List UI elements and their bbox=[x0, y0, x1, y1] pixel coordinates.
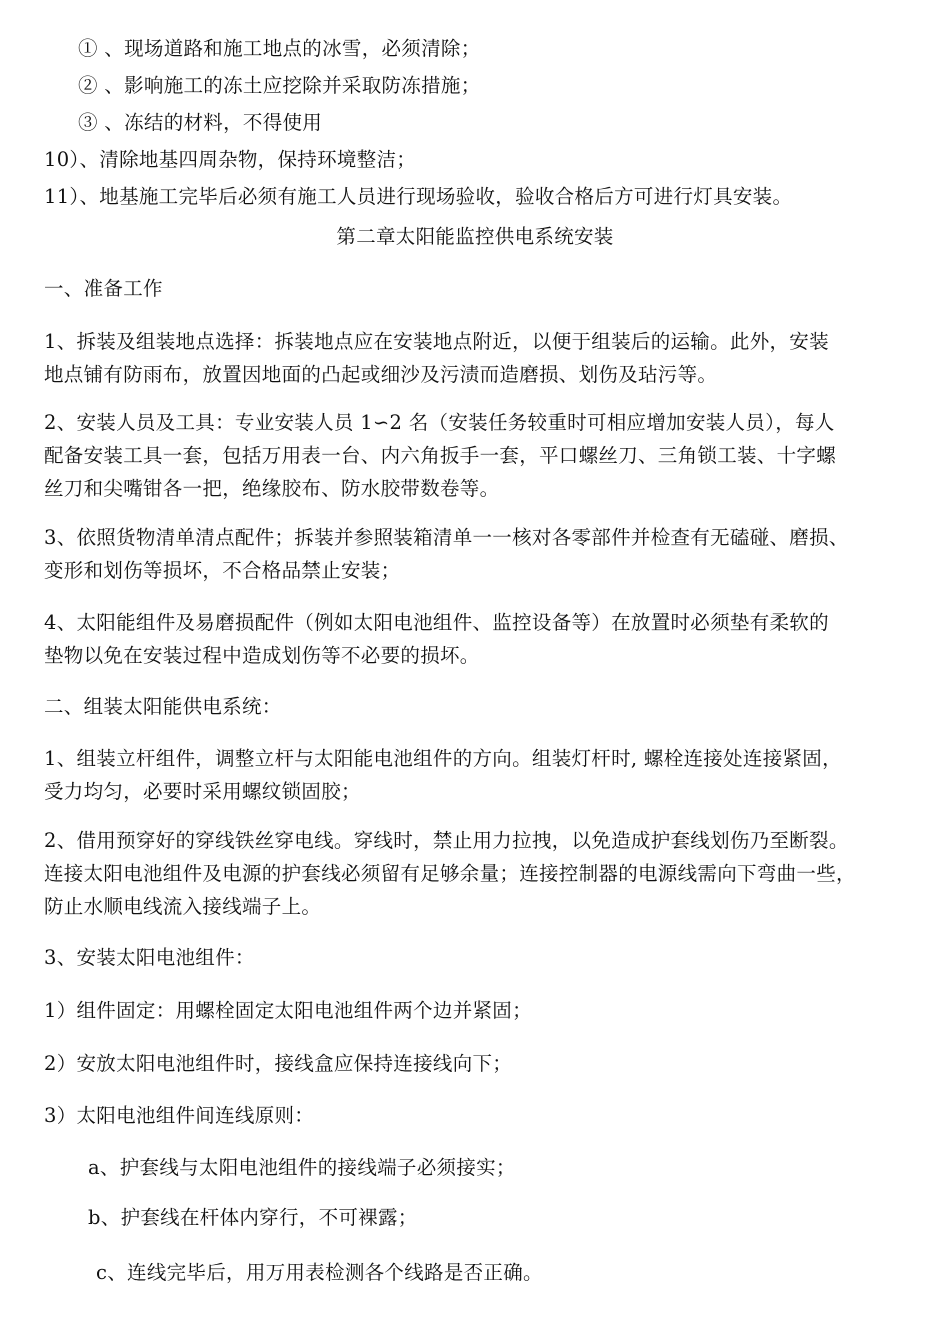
paragraph-line: 配备安装工具一套，包括万用表一台、内六角扳手一套，平口螺丝刀、三角锁工装、十字螺 bbox=[44, 444, 837, 467]
paragraph-line: 1、拆装及组装地点选择：拆装地点应在安装地点附近，以便于组装后的运输。此外，安装 bbox=[44, 330, 829, 353]
step-3: 3）太阳电池组件间连线原则： bbox=[44, 1104, 315, 1127]
paragraph-line: 丝刀和尖嘴钳各一把，绝缘胶布、防水胶带数卷等。 bbox=[44, 477, 500, 500]
paragraph-line: 1、组装立杆组件，调整立杆与太阳能电池组件的方向。组装灯杆时, 螺栓连接处连接紧固， bbox=[44, 747, 842, 770]
subsection-heading: 3、安装太阳电池组件： bbox=[44, 946, 255, 969]
paragraph-line: 4、太阳能组件及易磨损配件（例如太阳电池组件、监控设备等）在放置时必须垫有柔软的 bbox=[44, 611, 829, 634]
sub-item-c: c、连线完毕后，用万用表检测各个线路是否正确。 bbox=[96, 1261, 543, 1284]
paragraph-line: 地点铺有防雨布，放置因地面的凸起或细沙及污渍而造磨损、划伤及玷污等。 bbox=[44, 363, 718, 386]
section-heading-assembly: 二、组装太阳能供电系统： bbox=[44, 695, 282, 718]
paragraph-line: 2、借用预穿好的穿线铁丝穿电线。穿线时，禁止用力拉拽，以免造成护套线划伤乃至断裂。 bbox=[44, 829, 849, 852]
sub-item-b: b、护套线在杆体内穿行，不可裸露； bbox=[88, 1206, 418, 1229]
list-item-2: ② 、影响施工的冻土应挖除并采取防冻措施； bbox=[78, 74, 481, 97]
chapter-title: 第二章太阳能监控供电系统安装 bbox=[336, 225, 614, 248]
step-2: 2）安放太阳电池组件时，接线盒应保持连接线向下； bbox=[44, 1052, 513, 1075]
paragraph-line: 受力均匀，必要时采用螺纹锁固胶； bbox=[44, 780, 361, 803]
step-1: 1）组件固定：用螺栓固定太阳电池组件两个边并紧固； bbox=[44, 999, 532, 1022]
list-item-10: 10）、清除地基四周杂物，保持环境整洁； bbox=[44, 148, 417, 171]
list-item-1: ① 、现场道路和施工地点的冰雪，必须清除； bbox=[78, 37, 481, 60]
paragraph-line: 连接太阳电池组件及电源的护套线必须留有足够余量；连接控制器的电源线需向下弯曲一些， bbox=[44, 862, 856, 885]
paragraph-line: 变形和划伤等损坏，不合格品禁止安装； bbox=[44, 559, 401, 582]
paragraph-line: 防止水顺电线流入接线端子上。 bbox=[44, 895, 322, 918]
list-item-11: 11）、地基施工完毕后必须有施工人员进行现场验收，验收合格后方可进行灯具安装。 bbox=[44, 185, 793, 208]
sub-item-a: a、护套线与太阳电池组件的接线端子必须接实； bbox=[88, 1156, 516, 1179]
list-item-3: ③ 、冻结的材料，不得使用 bbox=[78, 111, 323, 134]
paragraph-line: 垫物以免在安装过程中造成划伤等不必要的损坏。 bbox=[44, 644, 480, 667]
paragraph-line: 2、安装人员及工具：专业安装人员 1∽2 名（安装任务较重时可相应增加安装人员），每人 bbox=[44, 411, 835, 434]
paragraph-line: 3、依照货物清单清点配件；拆装并参照装箱清单一一核对各零部件并检查有无磕碰、磨损、 bbox=[44, 526, 849, 549]
section-heading-preparation: 一、准备工作 bbox=[44, 277, 163, 300]
